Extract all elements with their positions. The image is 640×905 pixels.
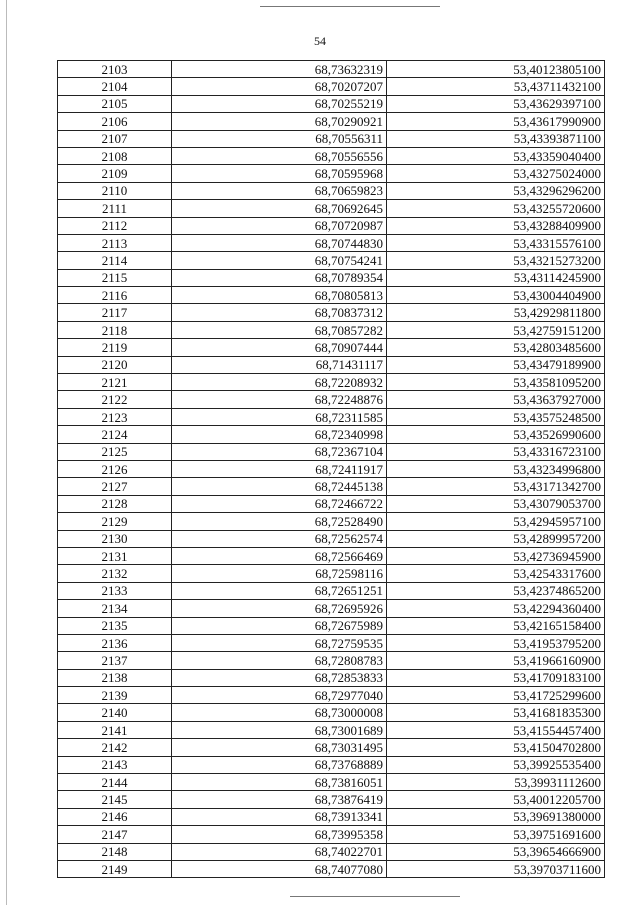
point-number-cell: 2116: [58, 287, 172, 304]
point-number-cell: 2119: [58, 339, 172, 356]
point-number-cell: 2139: [58, 687, 172, 704]
point-number-cell: 2136: [58, 634, 172, 651]
table-row: [58, 356, 605, 373]
point-number-cell: 2127: [58, 478, 172, 495]
page-number: 54: [314, 34, 326, 48]
point-number-cell: 2112: [58, 217, 172, 234]
coordinate-x-cell: 68,73632319: [172, 61, 387, 78]
coordinate-y-cell: 53,43711432100: [387, 78, 605, 95]
coordinate-y-cell: 53,43114245900: [387, 269, 605, 286]
table-row: [58, 600, 605, 617]
table-row: [58, 704, 605, 721]
coordinate-y-cell: 53,43479189900: [387, 356, 605, 373]
coordinate-y-cell: 53,42165158400: [387, 617, 605, 634]
coordinate-y-cell: 53,42929811800: [387, 304, 605, 321]
table-row: [58, 808, 605, 825]
point-number-cell: 2121: [58, 374, 172, 391]
table-row: [58, 391, 605, 408]
coordinate-x-cell: 68,72311585: [172, 408, 387, 425]
coordinate-y-cell: 53,43359040400: [387, 147, 605, 164]
point-number-cell: 2126: [58, 460, 172, 477]
coordinate-x-cell: 68,74077080: [172, 860, 387, 877]
coordinate-x-cell: 68,73995358: [172, 826, 387, 843]
point-number-cell: 2133: [58, 582, 172, 599]
point-number-cell: 2135: [58, 617, 172, 634]
table-row: [58, 739, 605, 756]
point-number-cell: 2140: [58, 704, 172, 721]
table-row: [58, 426, 605, 443]
table-row: [58, 217, 605, 234]
coordinate-y-cell: 53,42543317600: [387, 565, 605, 582]
table-row: [58, 269, 605, 286]
table-row: [58, 78, 605, 95]
point-number-cell: 2118: [58, 321, 172, 338]
coordinate-x-cell: 68,70857282: [172, 321, 387, 338]
coordinate-x-cell: 68,72598116: [172, 565, 387, 582]
coordinate-x-cell: 68,73816051: [172, 774, 387, 791]
coordinate-y-cell: 53,42803485600: [387, 339, 605, 356]
table-row: [58, 495, 605, 512]
table-row: [58, 339, 605, 356]
table-row: [58, 234, 605, 251]
coordinate-x-cell: 68,70556556: [172, 147, 387, 164]
point-number-cell: 2143: [58, 756, 172, 773]
table-row: [58, 408, 605, 425]
point-number-cell: 2145: [58, 791, 172, 808]
table-row: [58, 130, 605, 147]
table-row: [58, 287, 605, 304]
coordinate-y-cell: 53,43617990900: [387, 113, 605, 130]
coordinate-y-cell: 53,43171342700: [387, 478, 605, 495]
coordinate-x-cell: 68,72466722: [172, 495, 387, 512]
coordinate-x-cell: 68,72411917: [172, 460, 387, 477]
point-number-cell: 2104: [58, 78, 172, 95]
coordinate-x-cell: 68,73031495: [172, 739, 387, 756]
point-number-cell: 2147: [58, 826, 172, 843]
point-number-cell: 2109: [58, 165, 172, 182]
point-number-cell: 2106: [58, 113, 172, 130]
table-row: [58, 478, 605, 495]
coordinate-x-cell: 68,70907444: [172, 339, 387, 356]
coordinate-x-cell: 68,70290921: [172, 113, 387, 130]
table-row: [58, 791, 605, 808]
point-number-cell: 2142: [58, 739, 172, 756]
coordinate-y-cell: 53,40012205700: [387, 791, 605, 808]
table-row: [58, 321, 605, 338]
table-row: [58, 165, 605, 182]
coordinate-y-cell: 53,42374865200: [387, 582, 605, 599]
point-number-cell: 2103: [58, 61, 172, 78]
point-number-cell: 2120: [58, 356, 172, 373]
coordinate-x-cell: 68,72651251: [172, 582, 387, 599]
point-number-cell: 2134: [58, 600, 172, 617]
coordinate-x-cell: 68,70744830: [172, 234, 387, 251]
table-row: [58, 460, 605, 477]
coordinate-x-cell: 68,72445138: [172, 478, 387, 495]
point-number-cell: 2122: [58, 391, 172, 408]
table-row: [58, 687, 605, 704]
coordinate-y-cell: 53,42759151200: [387, 321, 605, 338]
coordinate-y-cell: 53,41966160900: [387, 652, 605, 669]
coordinate-x-cell: 68,72977040: [172, 687, 387, 704]
coordinate-x-cell: 68,70720987: [172, 217, 387, 234]
coordinate-x-cell: 68,72528490: [172, 513, 387, 530]
table-row: [58, 652, 605, 669]
point-number-cell: 2149: [58, 860, 172, 877]
point-number-cell: 2129: [58, 513, 172, 530]
coordinate-y-cell: 53,41725299600: [387, 687, 605, 704]
table-row: [58, 565, 605, 582]
coordinate-y-cell: 53,41681835300: [387, 704, 605, 721]
coordinate-x-cell: 68,70837312: [172, 304, 387, 321]
table-row: [58, 617, 605, 634]
table-row: [58, 200, 605, 217]
coordinate-y-cell: 53,39654666900: [387, 843, 605, 860]
coordinate-y-cell: 53,43526990600: [387, 426, 605, 443]
coordinate-x-cell: 68,73876419: [172, 791, 387, 808]
point-number-cell: 2137: [58, 652, 172, 669]
table-row: [58, 721, 605, 738]
coordinate-x-cell: 68,72695926: [172, 600, 387, 617]
coordinate-x-cell: 68,70659823: [172, 182, 387, 199]
coordinate-y-cell: 53,43575248500: [387, 408, 605, 425]
point-number-cell: 2113: [58, 234, 172, 251]
table-row: [58, 826, 605, 843]
point-number-cell: 2131: [58, 547, 172, 564]
table-row: [58, 843, 605, 860]
coordinate-x-cell: 68,73000008: [172, 704, 387, 721]
coordinate-x-cell: 68,72808783: [172, 652, 387, 669]
coordinate-x-cell: 68,70556311: [172, 130, 387, 147]
coordinate-x-cell: 68,70805813: [172, 287, 387, 304]
table-row: [58, 513, 605, 530]
coordinate-x-cell: 68,72248876: [172, 391, 387, 408]
point-number-cell: 2141: [58, 721, 172, 738]
table-row: [58, 252, 605, 269]
table-row: [58, 530, 605, 547]
coordinate-x-cell: 68,71431117: [172, 356, 387, 373]
coordinate-x-cell: 68,70692645: [172, 200, 387, 217]
point-number-cell: 2144: [58, 774, 172, 791]
coordinate-y-cell: 53,43215273200: [387, 252, 605, 269]
table-row: [58, 147, 605, 164]
coordinate-y-cell: 53,42945957100: [387, 513, 605, 530]
coordinate-x-cell: 68,72759535: [172, 634, 387, 651]
coordinates-table-body: [58, 61, 605, 878]
table-row: [58, 374, 605, 391]
coordinate-y-cell: 53,43637927000: [387, 391, 605, 408]
point-number-cell: 2128: [58, 495, 172, 512]
point-number-cell: 2105: [58, 95, 172, 112]
point-number-cell: 2108: [58, 147, 172, 164]
coordinates-table: [57, 60, 605, 878]
coordinate-x-cell: 68,72562574: [172, 530, 387, 547]
coordinate-x-cell: 68,73001689: [172, 721, 387, 738]
point-number-cell: 2114: [58, 252, 172, 269]
coordinate-x-cell: 68,73913341: [172, 808, 387, 825]
coordinate-y-cell: 53,42736945900: [387, 547, 605, 564]
coordinate-y-cell: 53,42899957200: [387, 530, 605, 547]
coordinate-y-cell: 53,43393871100: [387, 130, 605, 147]
point-number-cell: 2110: [58, 182, 172, 199]
coordinate-x-cell: 68,70754241: [172, 252, 387, 269]
table-row: [58, 756, 605, 773]
point-number-cell: 2123: [58, 408, 172, 425]
coordinate-x-cell: 68,70207207: [172, 78, 387, 95]
coordinate-y-cell: 53,41709183100: [387, 669, 605, 686]
coordinate-x-cell: 68,72340998: [172, 426, 387, 443]
coordinate-x-cell: 68,70789354: [172, 269, 387, 286]
table-row: [58, 113, 605, 130]
coordinate-x-cell: 68,74022701: [172, 843, 387, 860]
table-row: [58, 774, 605, 791]
table-row: [58, 182, 605, 199]
coordinate-y-cell: 53,39931112600: [387, 774, 605, 791]
coordinate-y-cell: 53,43316723100: [387, 443, 605, 460]
table-row: [58, 547, 605, 564]
coordinate-y-cell: 53,39925535400: [387, 756, 605, 773]
coordinate-y-cell: 53,43079053700: [387, 495, 605, 512]
point-number-cell: 2107: [58, 130, 172, 147]
coordinate-y-cell: 53,39751691600: [387, 826, 605, 843]
coordinate-x-cell: 68,72675989: [172, 617, 387, 634]
coordinate-y-cell: 53,41953795200: [387, 634, 605, 651]
table-row: [58, 582, 605, 599]
coordinate-y-cell: 53,41554457400: [387, 721, 605, 738]
table-row: [58, 669, 605, 686]
coordinate-x-cell: 68,72566469: [172, 547, 387, 564]
point-number-cell: 2117: [58, 304, 172, 321]
point-number-cell: 2124: [58, 426, 172, 443]
table-row: [58, 95, 605, 112]
point-number-cell: 2130: [58, 530, 172, 547]
coordinate-x-cell: 68,73768889: [172, 756, 387, 773]
coordinate-y-cell: 53,43275024000: [387, 165, 605, 182]
coordinate-x-cell: 68,72367104: [172, 443, 387, 460]
coordinate-y-cell: 53,43255720600: [387, 200, 605, 217]
table-row: [58, 304, 605, 321]
coordinate-y-cell: 53,40123805100: [387, 61, 605, 78]
coordinate-y-cell: 53,43004404900: [387, 287, 605, 304]
point-number-cell: 2138: [58, 669, 172, 686]
coordinate-y-cell: 53,42294360400: [387, 600, 605, 617]
coordinate-y-cell: 53,43288409900: [387, 217, 605, 234]
point-number-cell: 2146: [58, 808, 172, 825]
coordinate-y-cell: 53,43581095200: [387, 374, 605, 391]
coordinate-x-cell: 68,72853833: [172, 669, 387, 686]
coordinate-y-cell: 53,39691380000: [387, 808, 605, 825]
coordinate-x-cell: 68,72208932: [172, 374, 387, 391]
coordinate-y-cell: 53,41504702800: [387, 739, 605, 756]
point-number-cell: 2125: [58, 443, 172, 460]
point-number-cell: 2115: [58, 269, 172, 286]
coordinate-x-cell: 68,70595968: [172, 165, 387, 182]
coordinate-y-cell: 53,43315576100: [387, 234, 605, 251]
point-number-cell: 2111: [58, 200, 172, 217]
coordinate-y-cell: 53,39703711600: [387, 860, 605, 877]
scan-edge-top: [260, 6, 440, 7]
coordinate-y-cell: 53,43234996800: [387, 460, 605, 477]
table-row: [58, 443, 605, 460]
point-number-cell: 2132: [58, 565, 172, 582]
coordinate-y-cell: 53,43296296200: [387, 182, 605, 199]
scan-edge-bottom: [290, 896, 460, 897]
point-number-cell: 2148: [58, 843, 172, 860]
coordinate-x-cell: 68,70255219: [172, 95, 387, 112]
table-row: [58, 860, 605, 877]
scan-edge-left: [6, 0, 7, 905]
table-row: [58, 61, 605, 78]
coordinate-y-cell: 53,43629397100: [387, 95, 605, 112]
table-row: [58, 634, 605, 651]
